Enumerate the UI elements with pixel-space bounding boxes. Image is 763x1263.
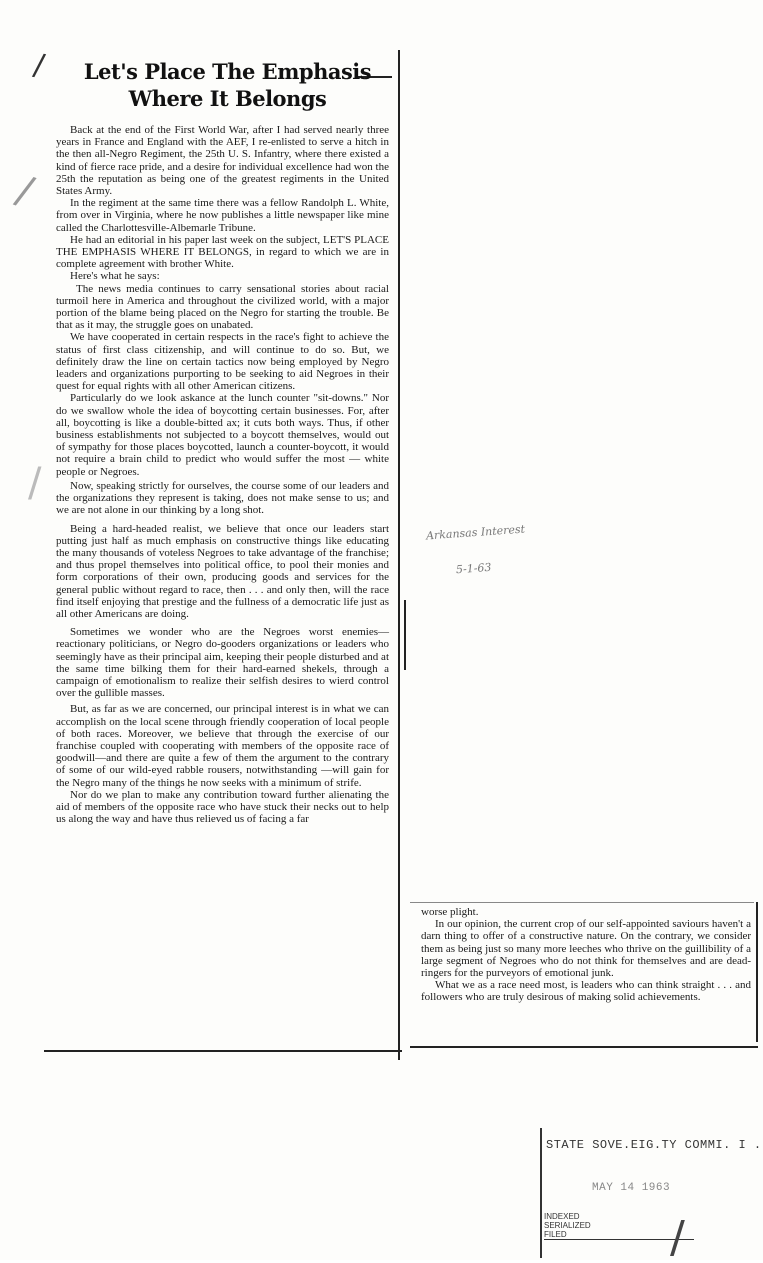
paragraph-5: The news media continues to carry sensational stories about racial turmoil here in America and throughout the civilized world, with a major portion of the blame being placed on the Negro for starting the trouble. Be that as it may, the struggle goes on unabated.: [56, 282, 389, 332]
margin-slash-mark: /: [31, 47, 48, 84]
column-rule-vertical-inner: [404, 600, 406, 670]
stamp-signature-mark: /: [670, 1212, 685, 1263]
receipt-stamp: [540, 1128, 762, 1263]
paragraph-1: Back at the end of the First World War, after I had served nearly three years in France and England with the AEF, I re-enlisted to serve a hitch in the then all-Negro Regiment, the 25th U. S. Infantry, where there existed a kind of fierce race pride, and a desire for individual excellence had won the 25th the reputation as being one of the greatest regiments in the United States Army.: [56, 124, 389, 198]
margin-curve-mark: /: [10, 167, 39, 215]
paragraph-8: Now, speaking strictly for ourselves, the course some of our leaders and the organizations they represent is taking, does not make sense to us; and we are not alone in our thinking by a long shot.: [56, 479, 389, 517]
continued-paragraph-2: In our opinion, the current crop of our self-appointed saviours haven't a darn thing to offer of a constructive nature. On the contrary, we consider them as being just so many more leeches who thrive on the guillibility of a large segment of Negroes who do not think for themselves and are dead-ringers for the purveyors of emotional junk.: [421, 918, 751, 980]
stamp-filed: FILED: [544, 1230, 694, 1240]
paragraph-11: But, as far as we are concerned, our principal interest is in what we can accomplish on the local scene through friendly cooperation of local people of both races. Moreover, we believe that through the exercise of our franchise coupled with cooperating with members of the opposite race of goodwill—and there are quite a few of them the argument to the contrary of some of our wild-eyed rabble rousers, notwithstanding —will gain for the Negro many of the things he now seeks with a minimum of strife.: [56, 703, 389, 789]
column-rule-vertical-right: [756, 902, 758, 1042]
column-rule-vertical: [398, 50, 400, 1060]
continued-paragraph-3: What we as a race need most, is leaders who can think straight . . . and followers who are truly desirous of making solid achievements.: [421, 979, 751, 1004]
headline-line-1: Let's Place The Emphasis: [83, 59, 372, 84]
continued-column: [421, 906, 751, 1004]
paragraph-2: In the regiment at the same time there was a fellow Randolph L. White, from over in Virginia, where he now publishes a little newspaper like mine called the Charlottesville-Albemarle Tribune.: [56, 197, 389, 234]
paragraph-10: Sometimes we wonder who are the Negroes worst enemies—reactionary politicians, or Negro do-gooders organizations or leaders who seemingly have as their principal aim, keeping their people disturbed and at the same time bilking them for their hard-earned shekels, through a campaign of emotionalism to realize their selfish desires to wierd control over the gullible masses.: [56, 626, 389, 700]
article-body: [56, 124, 389, 825]
paragraph-6: We have cooperated in certain respects in the race's fight to achieve the status of first class citizenship, and will continue to do so. But, we definitely draw the line on certain tactics now being employed by Negro leaders and organizations purporting to be seeking to aid Negroes in their quest for equal rights with all other American citizens.: [56, 331, 389, 393]
bottom-rule-left: [44, 1050, 402, 1052]
paragraph-4: Here's what he says:: [70, 270, 160, 283]
paragraph-9: Being a hard-headed realist, we believe that once our leaders start putting just half as much emphasis on constructive things like educating the many thousands of voteless Negroes to take advantage of the franchise; and thus propel themselves into political office, to pool their monies and form corporations of their own, producing goods and services for the general public without regard to race, then . . . and only then, will the race find itself enjoying that prestige and the fullness of a democratic life just as all other Americans are doing.: [56, 522, 389, 620]
headline: [66, 58, 389, 112]
handwritten-note-1: Arkansas Interest: [425, 522, 526, 543]
main-column: [56, 58, 389, 825]
stamp-indexed: INDEXED: [544, 1212, 580, 1221]
paragraph-3: He had an editorial in his paper last week on the subject, LET'S PLACE THE EMPHASIS WHERE IT BELONGS, in regard to which we are in complete agreement with brother White.: [56, 233, 389, 271]
handwritten-note-2: 5-1-63: [455, 560, 492, 577]
paragraph-12: Nor do we plan to make any contribution toward further alienating the aid of members of the opposite race who have stuck their necks out to help us along the way and have thus relieved us of facing a far: [56, 788, 389, 826]
stamp-date: MAY 14 1963: [592, 1182, 671, 1194]
stamp-serialized: SERIALIZED: [544, 1221, 591, 1230]
margin-line-mark: /: [28, 460, 42, 506]
headline-line-2: Where It Belongs: [128, 86, 327, 111]
stamp-agency: STATE SOVE.EIG.TY COMMI. I .: [546, 1138, 762, 1152]
paragraph-7: Particularly do we look askance at the lunch counter "sit-downs." Nor do we swallow whole the idea of boycotting certain businesses. For, after all, boycotting is like a double-bitted ax; it cuts both ways. Thus, if other business establishments not subjected to a boycott themselves, would out of sympathy for those places boycotted, launch a counter-boycott, it would not require a brain child to predict who would suffer the most — white people or Negroes.: [56, 392, 389, 478]
top-mark-right-2: [410, 902, 754, 903]
continued-paragraph-1: worse plight.: [421, 906, 479, 918]
bottom-rule-right: [410, 1046, 758, 1048]
